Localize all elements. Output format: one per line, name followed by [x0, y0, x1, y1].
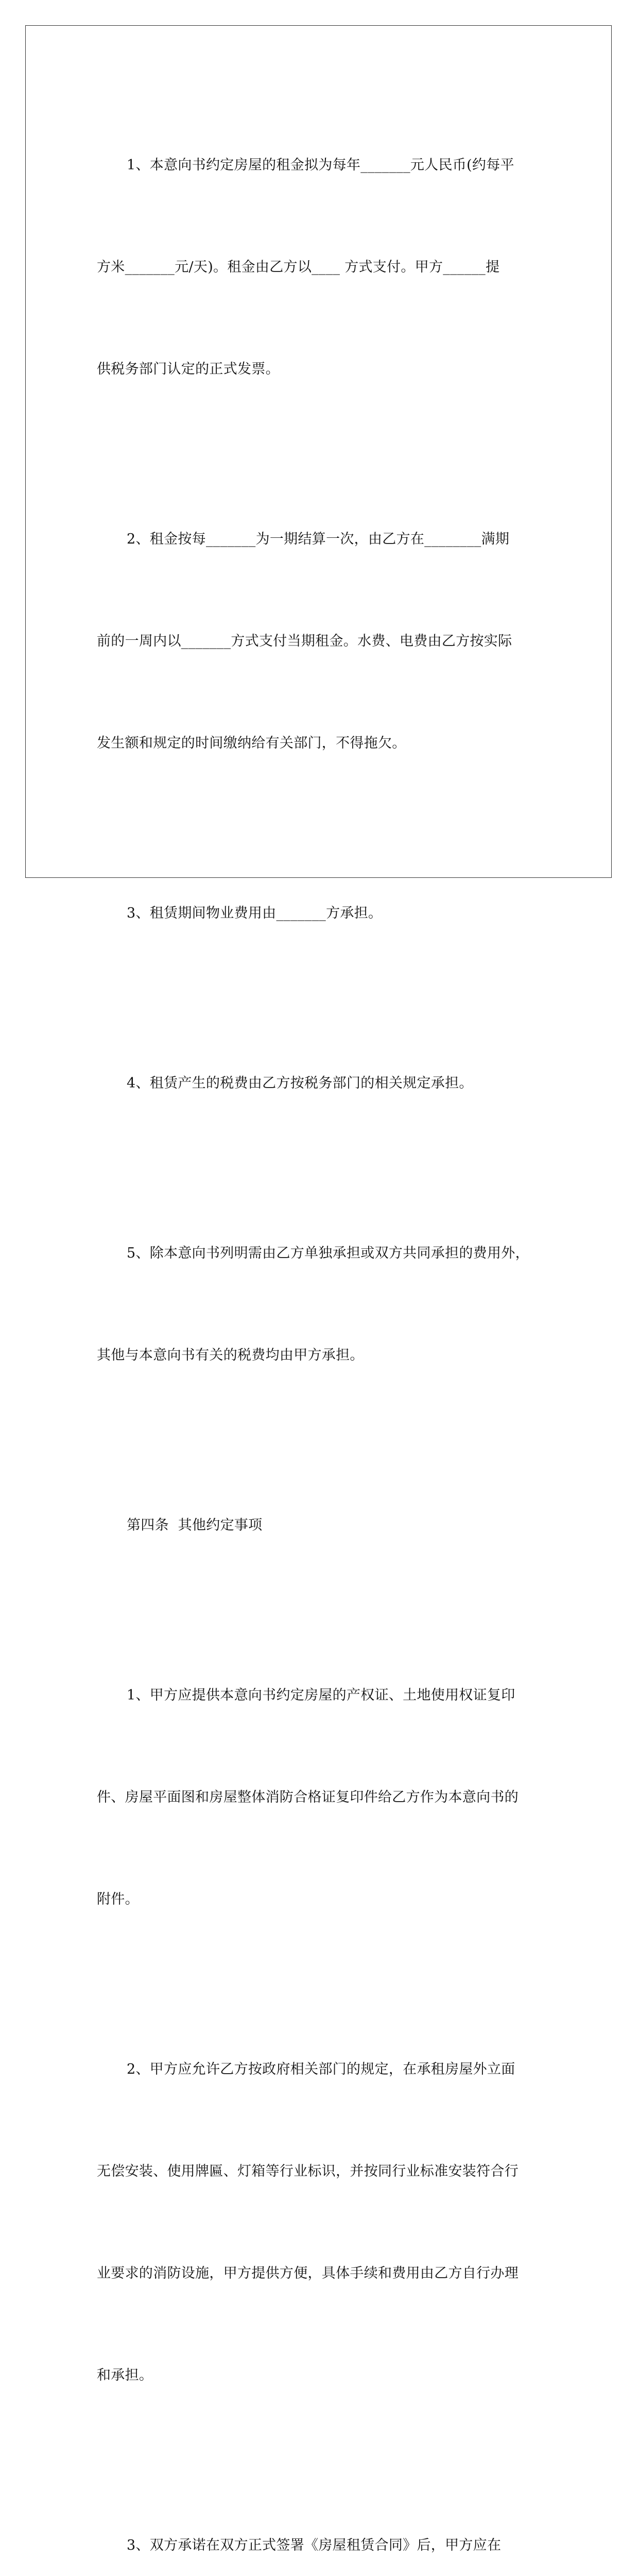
paragraph-tax — [97, 998, 542, 1168]
paragraph-certificates — [97, 1611, 542, 1985]
text-line: 1、甲方应提供本意向书约定房屋的产权证、土地使用权证复印 — [127, 1687, 515, 1703]
text-line: 3、双方承诺在双方正式签署《房屋租赁合同》后，甲方应在 — [127, 2537, 502, 2553]
text-line: 2、甲方应允许乙方按政府相关部门的规定，在承租房屋外立面 — [127, 2061, 515, 2077]
text-line: 前的一周内以_______方式支付当期租金。水费、电费由乙方按实际 — [97, 633, 512, 649]
text-line: 2、租金按每_______为一期结算一次，由乙方在________满期 — [127, 531, 510, 547]
paragraph-rent-amount — [97, 80, 542, 454]
text-line: 发生额和规定的时间缴纳给有关部门，不得拖欠。 — [97, 735, 406, 751]
text-line: 方米_______元/天)。租金由乙方以____ 方式支付。甲方______提 — [97, 259, 500, 275]
text-line: 第四条 其他约定事项 — [127, 1517, 263, 1533]
text-line: 4、租赁产生的税费由乙方按税务部门的相关规定承担。 — [127, 1075, 473, 1091]
text-line: 无偿安装、使用牌匾、灯箱等行业标识，并按同行业标准安装符合行 — [97, 2163, 519, 2179]
document-body — [97, 80, 542, 2576]
text-line: 业要求的消防设施，甲方提供方便，具体手续和费用由乙方自行办理 — [97, 2265, 519, 2281]
text-line: 1、本意向书约定房屋的租金拟为每年_______元人民币(约每平 — [127, 157, 514, 173]
paragraph-other-fees — [97, 1168, 542, 1440]
text-line: 件、房屋平面图和房屋整体消防合格证复印件给乙方作为本意向书的 — [97, 1789, 519, 1805]
text-line: 5、除本意向书列明需由乙方单独承担或双方共同承担的费用外， — [127, 1245, 529, 1261]
paragraph-handover — [97, 2461, 542, 2576]
text-line: 3、租赁期间物业费用由_______方承担。 — [127, 905, 383, 921]
section-heading — [97, 1440, 542, 1611]
paragraph-signage — [97, 1985, 542, 2461]
text-line: 附件。 — [97, 1891, 139, 1907]
paragraph-property-fee — [97, 828, 542, 998]
text-line: 供税务部门认定的正式发票。 — [97, 361, 280, 377]
paragraph-rent-settlement — [97, 454, 542, 828]
text-line: 其他与本意向书有关的税费均由甲方承担。 — [97, 1347, 364, 1363]
text-line: 和承担。 — [97, 2367, 153, 2383]
